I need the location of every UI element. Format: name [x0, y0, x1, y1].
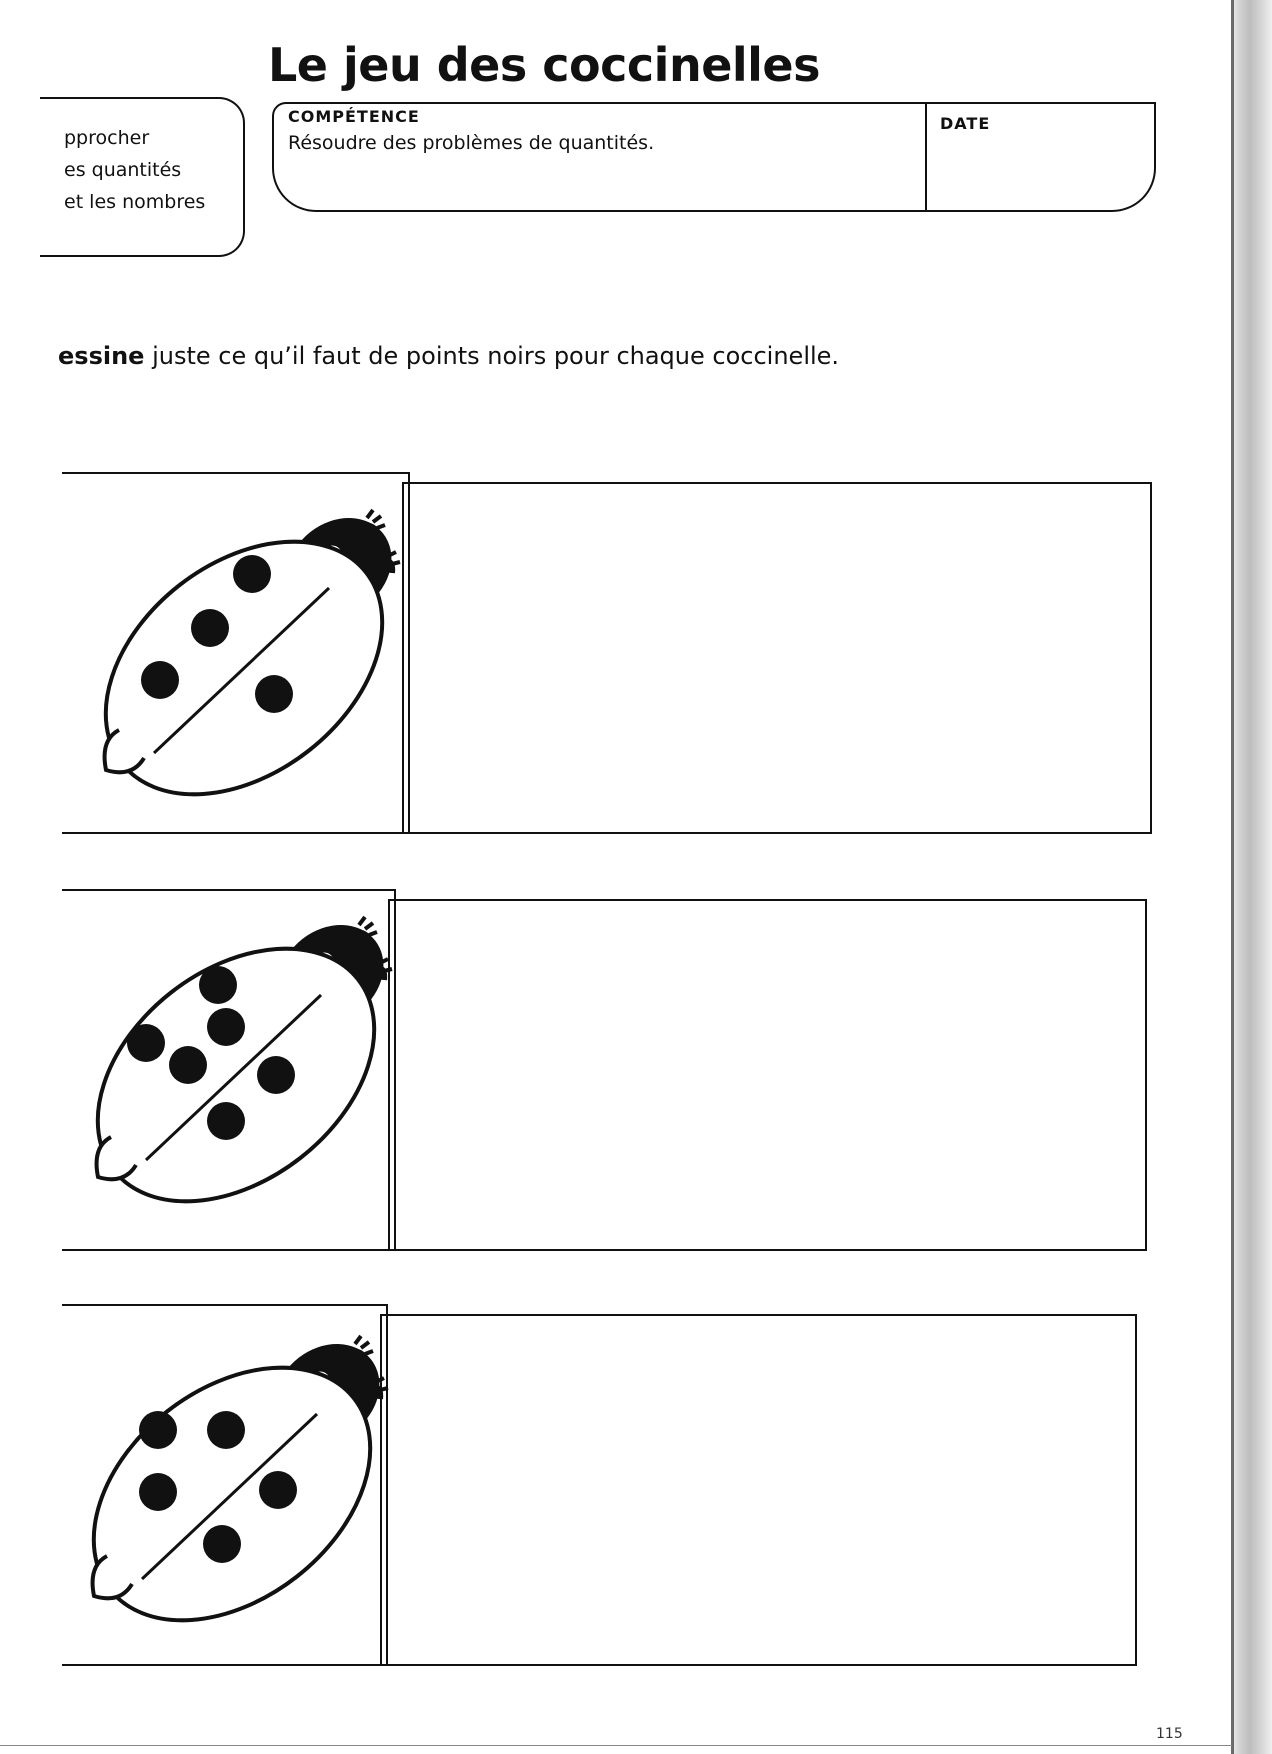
- section-tab-line-2: es quantités: [64, 159, 182, 181]
- ladybug-body: [74, 508, 404, 808]
- answer-box-3[interactable]: [380, 1314, 1137, 1666]
- competence-text: Résoudre des problèmes de quantités.: [288, 132, 655, 154]
- exercise-row-2: [62, 889, 1147, 1251]
- ladybug-spot: [203, 1525, 241, 1563]
- ladybug-spot: [207, 1008, 245, 1046]
- ladybug-spot: [255, 675, 293, 713]
- ladybug-spot: [169, 1046, 207, 1084]
- page-edge-line: [1231, 0, 1234, 1754]
- ladybug-spot: [257, 1056, 295, 1094]
- page-edge-shadow: [1232, 0, 1272, 1754]
- exercise-row-3: [62, 1304, 1137, 1666]
- answer-box-1[interactable]: [402, 482, 1152, 834]
- ladybug-spot: [207, 1102, 245, 1140]
- date-divider: [925, 103, 927, 210]
- competence-label: COMPÉTENCE: [288, 107, 420, 126]
- page-title: Le jeu des coccinelles: [268, 38, 821, 92]
- ladybug-spot: [127, 1024, 165, 1062]
- answer-box-2[interactable]: [388, 899, 1147, 1251]
- ladybug-spot: [233, 555, 271, 593]
- ladybug-1: [74, 508, 404, 808]
- ladybug-spot: [141, 661, 179, 699]
- date-label: DATE: [940, 114, 991, 133]
- ladybug-spot: [139, 1411, 177, 1449]
- ladybug-spot: [259, 1471, 297, 1509]
- ladybug-body: [62, 1334, 392, 1634]
- section-tab-line-1: pprocher: [64, 127, 150, 149]
- ladybug-spot: [139, 1473, 177, 1511]
- instruction-verb: essine: [58, 342, 145, 370]
- instruction: [58, 342, 839, 370]
- ladybug-body: [66, 915, 396, 1215]
- ladybug-2: [66, 915, 396, 1215]
- instruction-text: juste ce qu’il faut de points noirs pour chaque coccinelle.: [144, 342, 840, 370]
- ladybug-3: [62, 1334, 392, 1634]
- ladybug-spot: [199, 966, 237, 1004]
- section-tab-line-3: et les nombres: [64, 191, 206, 213]
- ladybug-spot: [207, 1411, 245, 1449]
- footer-rule: [0, 1745, 1232, 1746]
- ladybug-spot: [191, 609, 229, 647]
- page-number: 115: [1156, 1726, 1183, 1742]
- exercise-row-1: [62, 472, 1152, 834]
